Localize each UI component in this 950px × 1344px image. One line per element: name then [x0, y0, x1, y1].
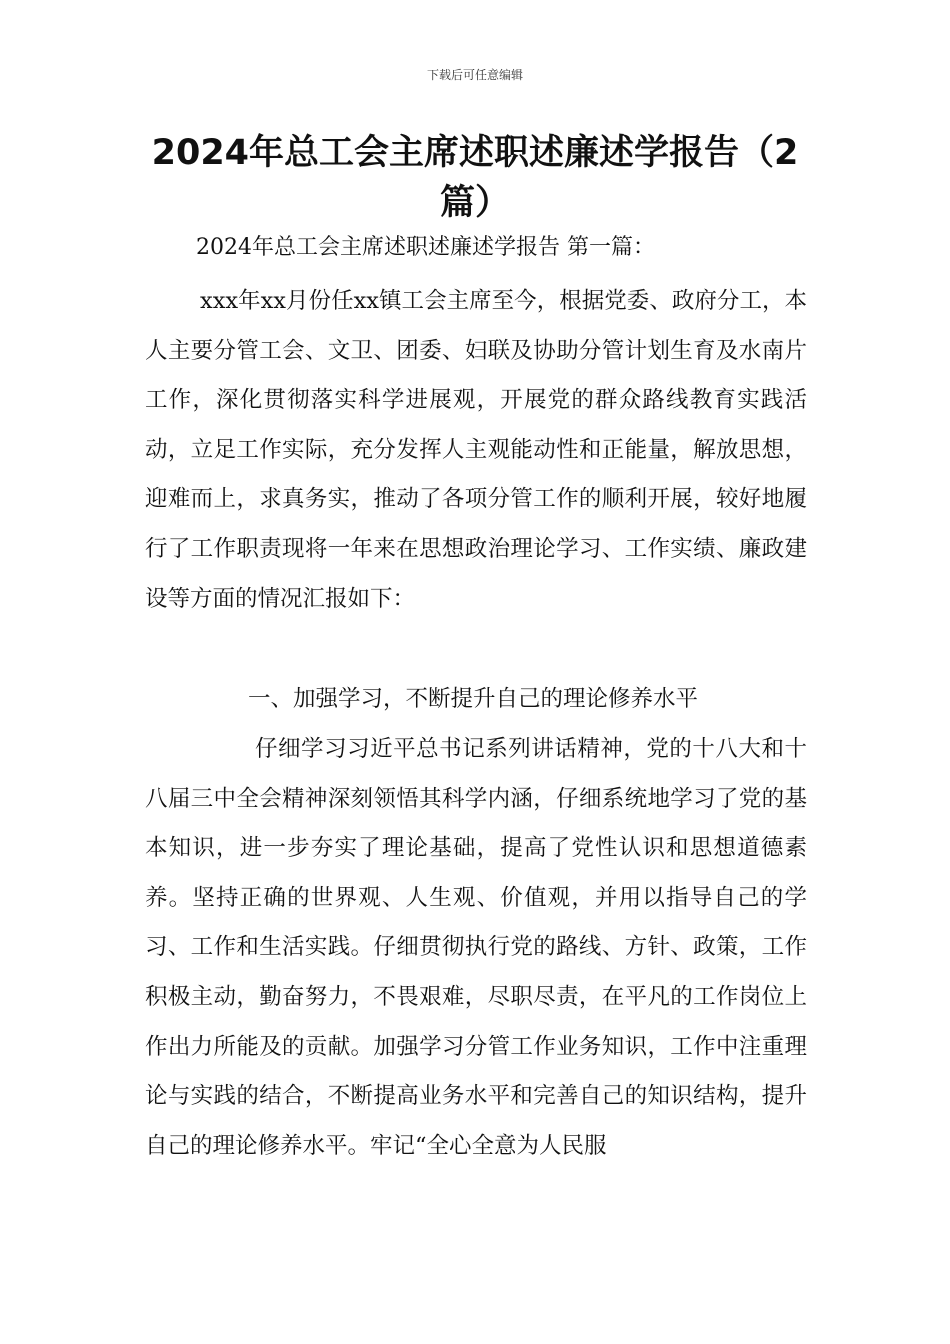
body-paragraph-2: 仔细学习习近平总书记系列讲话精神，党的十八大和十八届三中全会精神深刻领悟其科学内涵，仔细系统地学习了党的基本知识，进一步夯实了理论基础，提高了党性认识和思想道德素养。坚持正确的世界观、人生观、价值观，并用以指导自己的学习、工作和生活实践。仔细贯彻执行党的路线、方针、政策，工作积极主动，勤奋努力，不畏艰难，尽职尽责，在平凡的工作岗位上作出力所能及的贡献。加强学习分管工作业务知识，工作中注重理论与实践的结合，不断提高业务水平和完善自己的知识结构，提升自己的理论修养水平。牢记“全心全意为人民服	[145, 736, 807, 1159]
header-note: 下载后可任意编辑	[426, 68, 523, 82]
section-heading-1: 一、加强学习，不断提升自己的理论修养水平	[248, 686, 699, 712]
body-paragraph-1: xxx年xx月份任xx镇工会主席至今，根据党委、政府分工，本人主要分管工会、文卫、团委、妇联及协助分管计划生育及水南片工作，深化贯彻落实科学进展观，开展党的群众路线教育实践活动，立足工作实际，充分发挥人主观能动性和正能量，解放思想，迎难而上，求真务实，推动了各项分管工作的顺利开展，较好地履行了工作职责现将一年来在思想政治理论学习、工作实绩、廉政建设等方面的情况汇报如下：	[145, 288, 807, 612]
document-subtitle: 2024年总工会主席述职述廉述学报告 第一篇：	[196, 235, 655, 260]
document-title: 2024年总工会主席述职述廉述学报告（2篇）	[151, 133, 799, 223]
